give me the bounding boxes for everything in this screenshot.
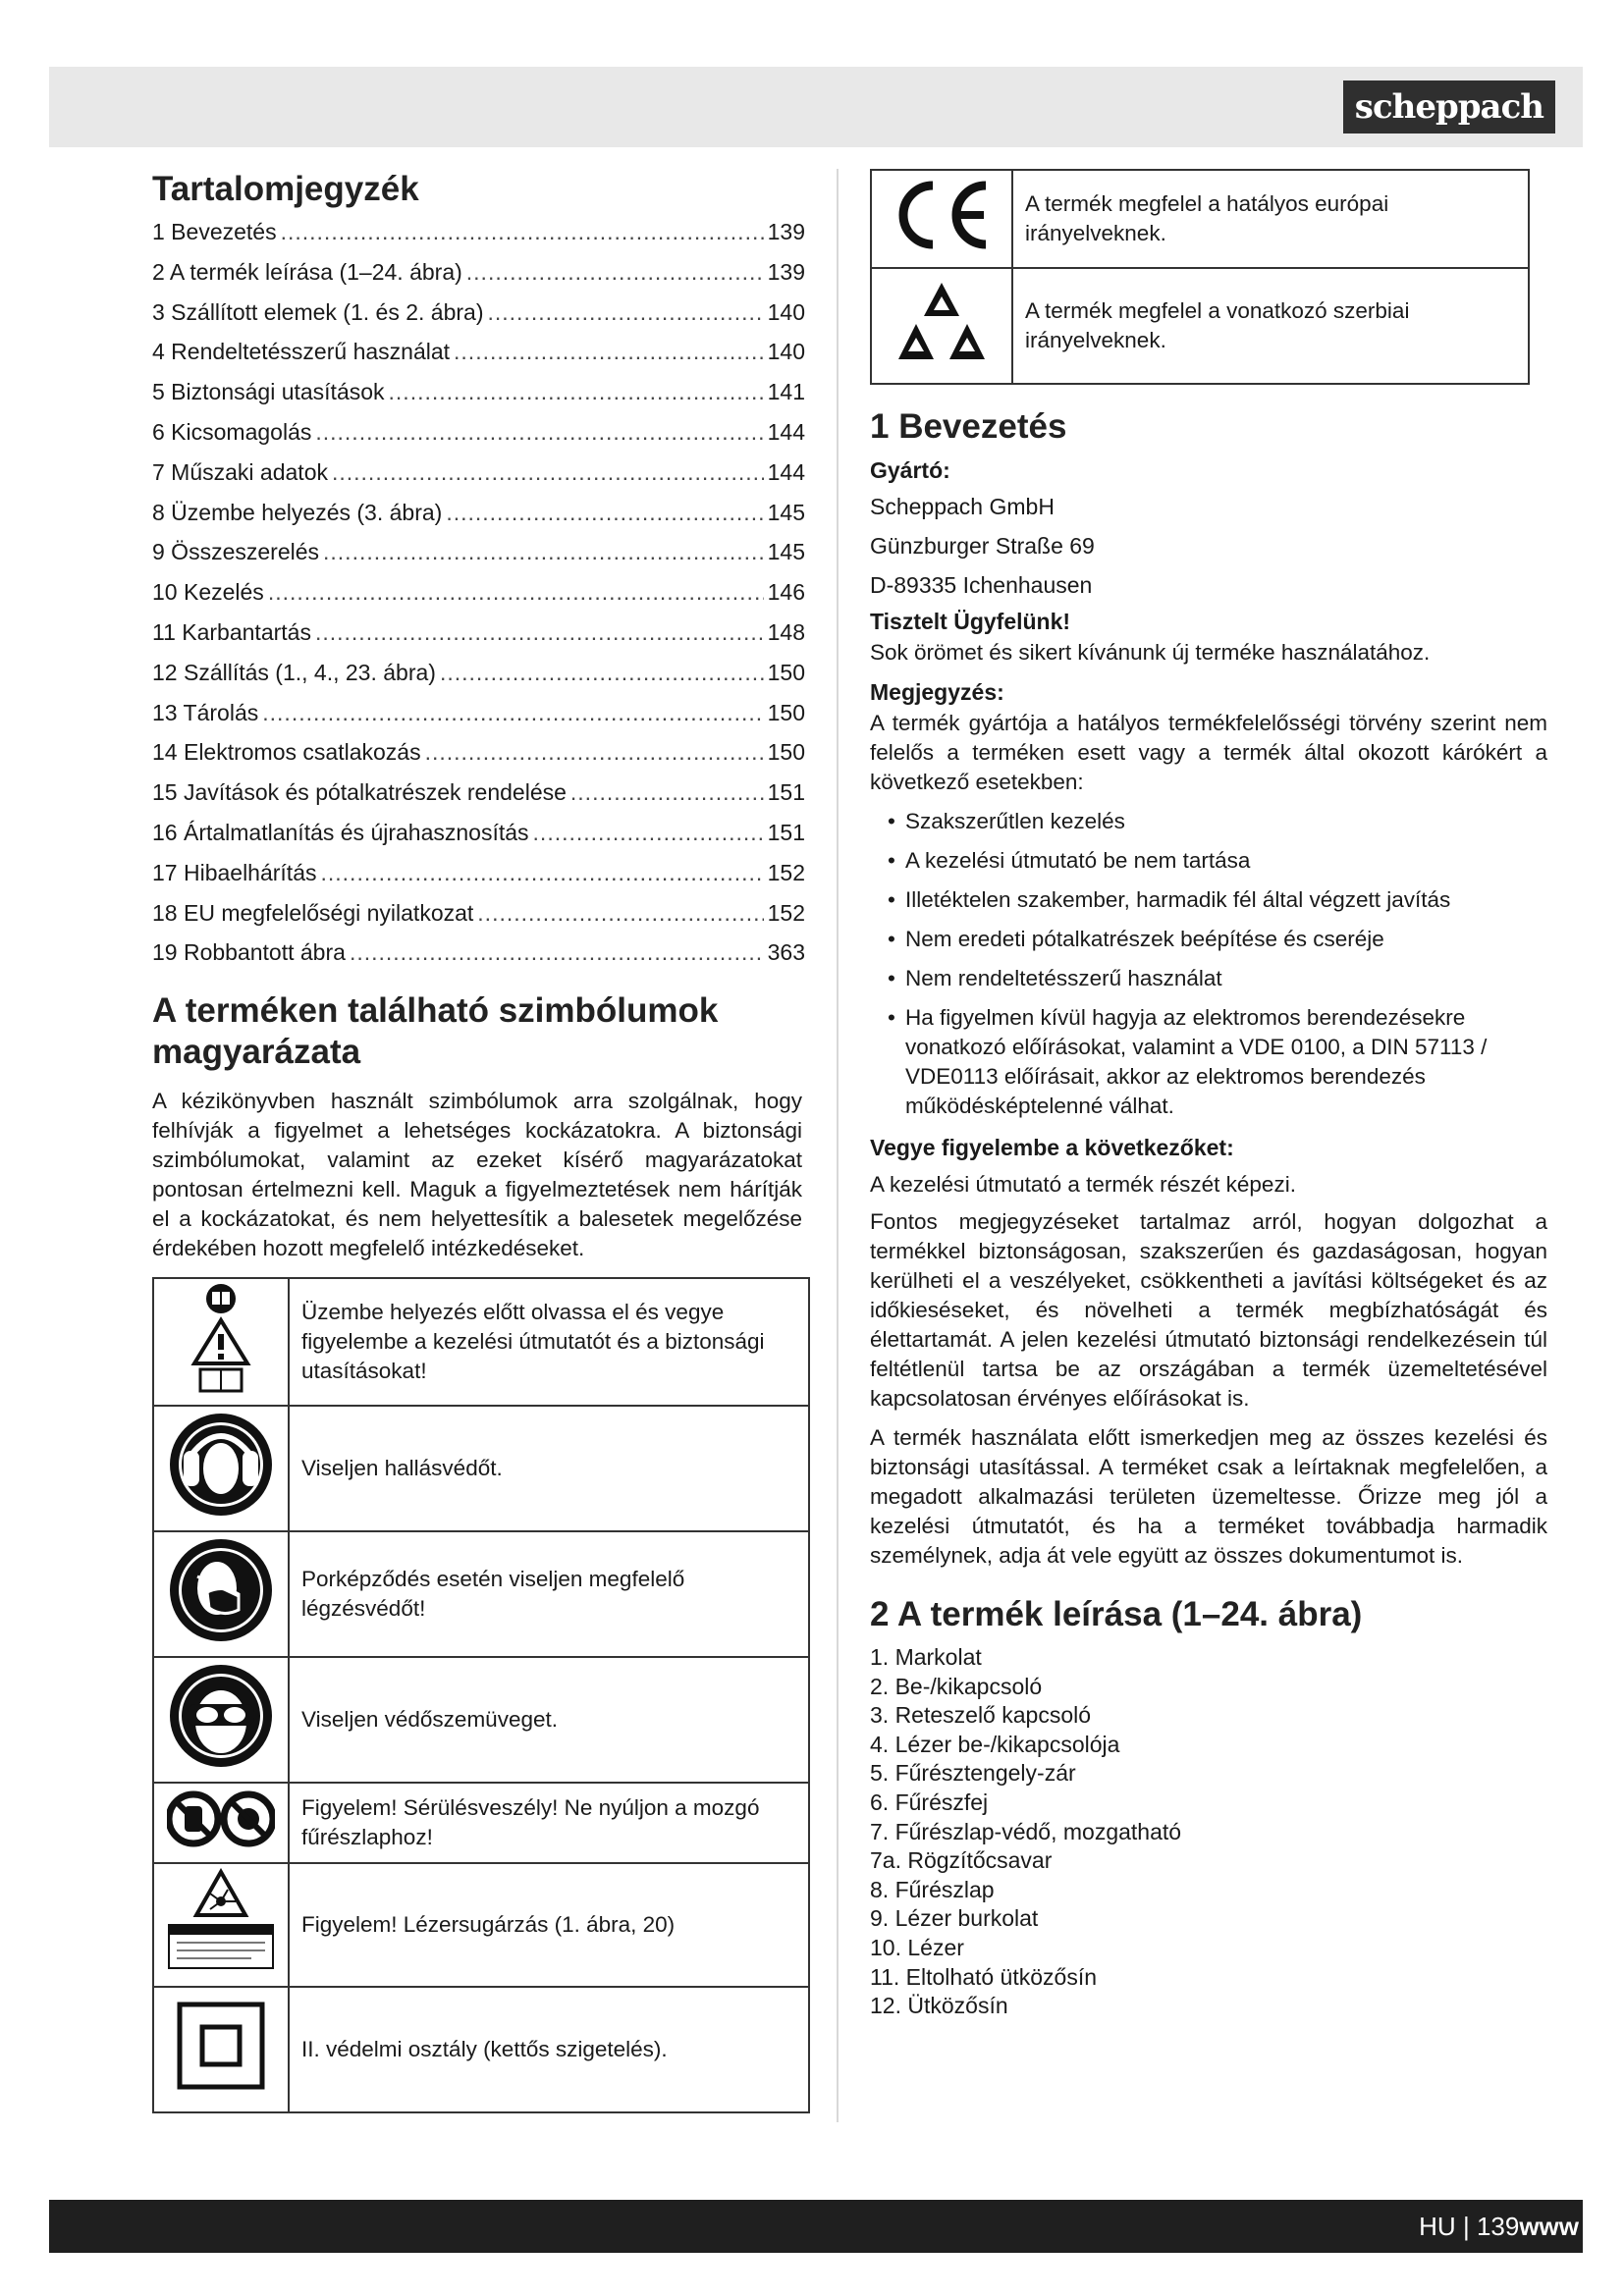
toc-item[interactable]: [152, 212, 805, 252]
laser-warning-icon: [153, 1863, 289, 1987]
read-manual-icon: [153, 1278, 289, 1406]
list-item: 5. Fűrésztengely-zár: [870, 1760, 1076, 1787]
toc-item[interactable]: [152, 732, 805, 773]
toc-item-label: 12 Szállítás (1., 4., 23. ábra): [152, 659, 436, 685]
toc-item-label: 2 A termék leírása (1–24. ábra): [152, 258, 462, 285]
toc-item[interactable]: [152, 412, 805, 453]
list-item: 8. Fűrészlap: [870, 1876, 995, 1902]
toc-item-page: 150: [767, 659, 805, 685]
list-item: 10. Lézer: [870, 1934, 964, 1960]
toc-title: Tartalomjegyzék: [152, 170, 419, 208]
left-column: [152, 169, 805, 2113]
toc-item[interactable]: [152, 893, 805, 934]
table-row: [153, 1406, 809, 1531]
toc-leader: [488, 293, 764, 333]
toc-item[interactable]: [152, 813, 805, 853]
toc-item-page: 139: [767, 258, 805, 285]
toc-item[interactable]: [152, 372, 805, 412]
toc-leader: [332, 453, 764, 493]
table-row: [153, 1657, 809, 1783]
toc-leader: [389, 372, 764, 412]
serbia-conformity-icon: [871, 268, 1012, 384]
toc-leader: [350, 933, 764, 973]
toc-item[interactable]: [152, 332, 805, 372]
page-header: [49, 67, 1583, 147]
toc-item-page: 144: [767, 458, 805, 485]
toc-item-label: 11 Karbantartás: [152, 618, 311, 645]
company-name: Scheppach GmbH: [870, 494, 1055, 519]
note-text: A termék gyártója a hatályos termékfelelősségi törvény szerint nem felelős a terméken esett vagy a termék által okozott kárókért a következő esetekben:: [870, 711, 1547, 794]
safety-goggles-icon: [153, 1657, 289, 1783]
page-footer: [49, 2200, 1583, 2253]
toc-item-label: 4 Rendeltetésszerű használat: [152, 339, 451, 365]
list-item: 11. Eltolható ütközősín: [870, 1963, 1097, 1990]
toc-item-label: 14 Elektromos csatlakozás: [152, 739, 421, 766]
table-row: [153, 1863, 809, 1987]
greeting-text: Sok örömet és sikert kívánunk új terméke használatához.: [870, 640, 1431, 665]
symbols-intro: A kézikönyvben használt szimbólumok arra szolgálnak, hogy felhívják a figyelmet a lehetséges kockázatokra. A biztonsági szimbólumokat, valamint az ezeket kísérő magyarázatokat pontosan értelmezni kell. Maguk a figyelmeztetések nem hárítják el a kockázatokat, és nem helyettesítik a balesetek megelőzése érdekében hozott megfelelő intézkedéseket.: [152, 1089, 802, 1261]
toc-item-page: 151: [767, 779, 805, 806]
toc-item-label: 18 EU megfelelőségi nyilatkozat: [152, 899, 474, 926]
toc-item-page: 145: [767, 499, 805, 525]
toc-item[interactable]: [152, 532, 805, 572]
no-touch-icon: [153, 1783, 289, 1863]
table-row: [153, 1278, 809, 1406]
symbol-text: Viseljen hallásvédőt.: [289, 1406, 809, 1531]
list-item: 6. Fűrészfej: [870, 1789, 989, 1815]
list-item: 7. Fűrészlap-védő, mozgatható: [870, 1818, 1182, 1844]
dust-mask-icon: [153, 1531, 289, 1657]
toc-leader: [570, 773, 764, 813]
toc-leader: [268, 572, 764, 613]
symbol-text: Porképződés esetén viseljen megfelelő légzésvédőt!: [289, 1531, 809, 1657]
toc-item-label: 19 Robbantott ábra: [152, 939, 346, 966]
list-item: 12. Ütközősín: [870, 1993, 1008, 2019]
conformity-table: [870, 169, 1530, 385]
toc-item-page: 150: [767, 739, 805, 766]
symbol-text: Figyelem! Lézersugárzás (1. ábra, 20): [289, 1863, 809, 1987]
toc-item-label: 15 Javítások és pótalkatrészek rendelése: [152, 779, 567, 806]
table-row: [153, 1987, 809, 2112]
toc-item-label: 9 Összeszerelés: [152, 539, 320, 565]
toc-item[interactable]: [152, 572, 805, 613]
toc-item-page: 140: [767, 339, 805, 365]
list-item: • Ha figyelmen kívül hagyja az elektromos berendezésekre vonatkozó előírásokat, valamint a VDE 0100, a DIN 57113 / VDE0113 előírásait, akkor az elektromos berendezés működésképtelenné válhat.: [870, 1003, 1547, 1121]
table-row: [153, 1531, 809, 1657]
toc-item[interactable]: [152, 252, 805, 293]
toc-item-label: 8 Üzembe helyezés (3. ábra): [152, 499, 443, 525]
toc-item-page: 151: [767, 819, 805, 845]
list-item: • Illetéktelen szakember, harmadik fél által végzett javítás: [870, 885, 1547, 915]
toc-item-label: 6 Kicsomagolás: [152, 418, 312, 445]
list-item: • Szakszerűtlen kezelés: [870, 807, 1547, 836]
toc-item-page: 140: [767, 298, 805, 325]
intro-paragraph-1: Fontos megjegyzéseket tartalmaz arról, hogyan dolgozhat a termékkel biztonságosan, szakszerűen és gazdaságosan, hogyan kerülheti el a veszélyeket, csökkentheti a javítási költségeket és az időkieséseket, és növelheti a termék megbízhatóságát és élettartamát. A jelen kezelési útmutató biztonsági rendelkezésein túl feltétlenül tartsa be az országában a termék üzemeltetésével kapcsolatosan érvényes előírásokat is.: [870, 1209, 1547, 1411]
toc-item-label: 10 Kezelés: [152, 579, 264, 606]
toc-item-label: 16 Ártalmatlanítás és újrahasznosítás: [152, 819, 529, 845]
toc-item-page: 144: [767, 418, 805, 445]
list-item: 1. Markolat: [870, 1644, 982, 1670]
toc-leader: [321, 853, 764, 893]
toc-item[interactable]: [152, 933, 805, 973]
toc-item-label: 13 Tárolás: [152, 699, 259, 725]
list-item: • Nem rendeltetésszerű használat: [870, 964, 1547, 993]
toc-leader: [477, 893, 763, 934]
toc-item-page: 146: [767, 579, 805, 606]
toc-leader: [281, 212, 764, 252]
list-item: 3. Reteszelő kapcsoló: [870, 1702, 1092, 1729]
symbols-title: A terméken található szimbólumok magyarázata: [152, 991, 719, 1072]
toc-item-page: 148: [767, 618, 805, 645]
toc-list: [152, 212, 805, 973]
note-label: Megjegyzés:: [870, 679, 1004, 705]
hearing-protection-icon: [153, 1406, 289, 1531]
toc-leader: [466, 252, 764, 293]
list-item: • A kezelési útmutató be nem tartása: [870, 846, 1547, 876]
list-item: 7a. Rögzítőcsavar: [870, 1847, 1053, 1874]
toc-item-label: 1 Bevezetés: [152, 219, 277, 244]
list-item: 9. Lézer burkolat: [870, 1905, 1039, 1932]
toc-leader: [315, 412, 763, 453]
page-number: HU | 139www: [1419, 2212, 1579, 2241]
toc-item-page: 150: [767, 699, 805, 725]
greeting: Tisztelt Ügyfelünk!: [870, 609, 1071, 634]
toc-item-page: 363: [767, 939, 805, 966]
intro-title: 1 Bevezetés: [870, 407, 1067, 446]
toc-item-page: 141: [767, 379, 805, 405]
right-column: [870, 169, 1547, 2021]
table-row: [153, 1783, 809, 1863]
class-ii-icon: [153, 1987, 289, 2112]
symbol-text: Figyelem! Sérülésveszély! Ne nyúljon a mozgó fűrészlaphoz!: [289, 1783, 809, 1863]
liability-list: [870, 807, 1547, 1121]
list-item: 2. Be-/kikapcsoló: [870, 1673, 1043, 1699]
toc-item-label: 5 Biztonsági utasítások: [152, 379, 385, 405]
parts-list: [870, 1643, 1547, 2021]
toc-item[interactable]: [152, 493, 805, 533]
toc-item-label: 7 Műszaki adatok: [152, 458, 328, 485]
company-street: Günzburger Straße 69: [870, 533, 1095, 559]
toc-item[interactable]: [152, 693, 805, 733]
toc-leader: [315, 613, 764, 653]
ce-text: A termék megfelel a hatályos európai irányelveknek.: [1012, 170, 1529, 268]
toc-leader: [323, 532, 764, 572]
company-city: D-89335 Ichenhausen: [870, 572, 1093, 598]
toc-item-label: 17 Hibaelhárítás: [152, 859, 317, 885]
brand-logo: scheppach: [1343, 80, 1555, 133]
symbol-text: II. védelmi osztály (kettős szigetelés).: [289, 1987, 809, 2112]
toc-item[interactable]: [152, 453, 805, 493]
column-divider: [837, 169, 839, 2122]
toc-leader: [533, 813, 764, 853]
list-item: • Nem eredeti pótalkatrészek beépítése és cseréje: [870, 925, 1547, 954]
toc-leader: [446, 493, 763, 533]
observe-label: Vegye figyelembe a következőket:: [870, 1135, 1234, 1160]
observe-text: A kezelési útmutató a termék részét képezi.: [870, 1172, 1296, 1197]
list-item: 4. Lézer be-/kikapcsolója: [870, 1731, 1120, 1757]
toc-item-label: 3 Szállított elemek (1. és 2. ábra): [152, 298, 484, 325]
toc-leader: [440, 653, 764, 693]
symbol-text: Viseljen védőszemüveget.: [289, 1657, 809, 1783]
toc-item-page: 139: [767, 219, 805, 244]
symbol-text: Üzembe helyezés előtt olvassa el és vegye figyelembe a kezelési útmutatót és a biztonsági utasításokat!: [289, 1278, 809, 1406]
symbols-table: [152, 1277, 810, 2113]
toc-item[interactable]: [152, 853, 805, 893]
toc-leader: [262, 693, 763, 733]
toc-item-page: 145: [767, 539, 805, 565]
toc-item[interactable]: [152, 613, 805, 653]
toc-item[interactable]: [152, 773, 805, 813]
toc-item-page: 152: [767, 899, 805, 926]
toc-item[interactable]: [152, 293, 805, 333]
toc-item-page: 152: [767, 859, 805, 885]
toc-leader: [425, 732, 764, 773]
intro-paragraph-2: A termék használata előtt ismerkedjen meg az összes kezelési és biztonsági utasítással. A terméket csak a leírtaknak megfelelően, a megadott alkalmazási területen üzemeltesse. Őrizze meg jól a kezelési útmutatót, és ha a terméket továbbadja harmadik személynek, adja át vele együtt az összes dokumentumot is.: [870, 1425, 1547, 1568]
description-title: 2 A termék leírása (1–24. ábra): [870, 1595, 1363, 1633]
toc-item[interactable]: [152, 653, 805, 693]
toc-leader: [454, 332, 764, 372]
ce-mark-icon: [871, 170, 1012, 268]
table-row: [871, 170, 1529, 268]
table-row: [871, 268, 1529, 384]
manufacturer-label: Gyártó:: [870, 457, 950, 483]
serbia-text: A termék megfelel a vonatkozó szerbiai irányelveknek.: [1012, 268, 1529, 384]
